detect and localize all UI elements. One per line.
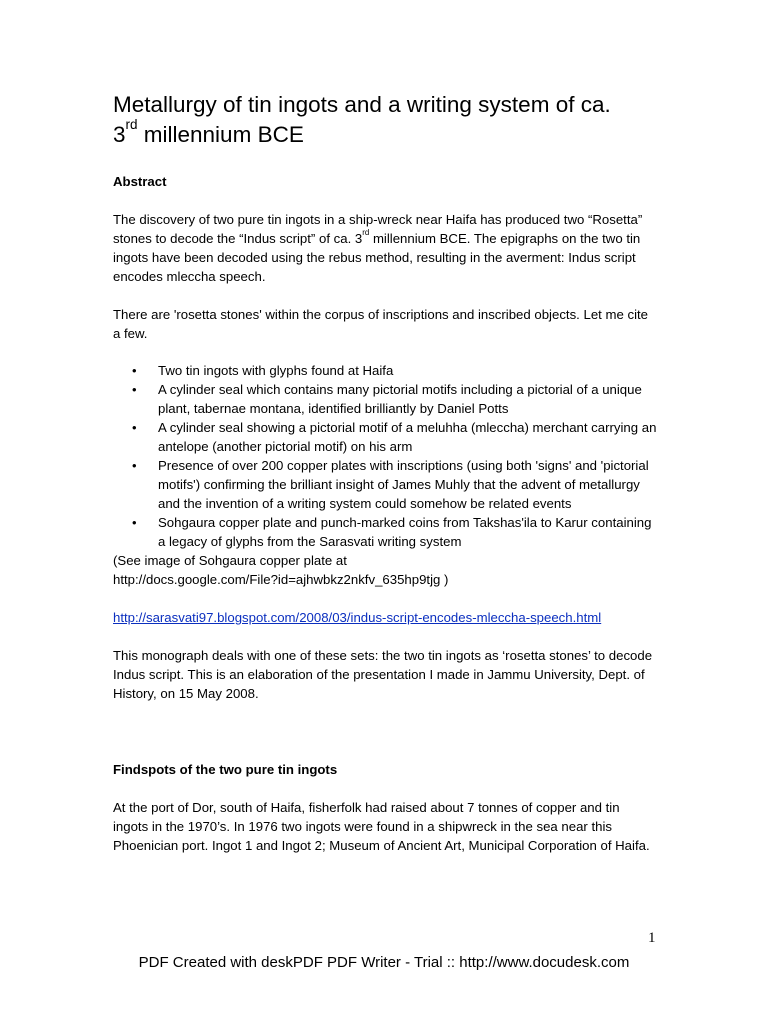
bullet-icon: • <box>132 382 137 397</box>
title-rest: millennium BCE <box>137 122 304 147</box>
see-note <box>113 551 658 589</box>
list-item <box>132 418 658 456</box>
findspots-paragraph: At the port of Dor, south of Haifa, fisherfolk had raised about 7 tonnes of copper and tin ingots in the 1970’s. In 1976 two ingots were found in a shipwreck in the sea near this Phoenician port. Ingot 1 and Ingot 2; Museum of Ancient Art, Municipal Corporation of Haifa. <box>113 800 650 853</box>
list-item <box>132 456 658 513</box>
see-note-line2: http://docs.google.com/File?id=ajhwbkz2nkfv_635hp9tjg ) <box>113 572 449 587</box>
list-item-text: Two tin ingots with glyphs found at Haifa <box>158 363 394 378</box>
bullet-icon: • <box>132 420 137 435</box>
title-superscript: rd <box>125 117 138 133</box>
abstract-text-part1: The discovery of two pure tin ingots in a ship-wreck near Haifa has produced two “Rosetta” stones to decode the “Indus script” of ca. 3 <box>113 212 643 246</box>
rosetta-intro-paragraph: There are 'rosetta stones' within the corpus of inscriptions and inscribed objects. Let me cite a few. <box>113 307 649 341</box>
list-item <box>132 513 658 551</box>
list-item <box>132 361 658 380</box>
abstract-paragraph <box>113 210 658 286</box>
page-number: 1 <box>648 930 656 946</box>
list-item-text: A cylinder seal which contains many pictorial motifs including a pictorial of a unique plant, tabernae montana, identified brilliantly by Daniel Potts <box>158 382 642 416</box>
page-content <box>113 90 658 855</box>
rosetta-list <box>113 361 658 551</box>
list-item <box>132 380 658 418</box>
bullet-icon: • <box>132 363 137 378</box>
abstract-heading: Abstract <box>113 174 167 189</box>
page-title <box>113 90 658 150</box>
title-num: 3 <box>113 122 126 147</box>
abstract-superscript: rd <box>362 228 370 238</box>
see-note-line1: (See image of Sohgaura copper plate at <box>113 553 347 568</box>
abstract-text-part2: millennium BCE. The epigraphs on the two tin ingots have been decoded using the rebus method, resulting in the averment: Indus script encodes mleccha speech. <box>113 231 641 284</box>
list-item-text: Presence of over 200 copper plates with inscriptions (using both 'signs' and 'pictorial motifs') confirming the brilliant insight of James Muhly that the advent of metallurgy and the invention of a writing system could somehow be related events <box>158 458 649 511</box>
list-item-text: Sohgaura copper plate and punch-marked coins from Takshas'ila to Karur containing a legacy of glyphs from the Sarasvati writing system <box>158 515 652 549</box>
monograph-paragraph: This monograph deals with one of these sets: the two tin ingots as ‘rosetta stones’ to decode Indus script. This is an elaboration of the presentation I made in Jammu University, Dept. of History, on 15 May 2008. <box>113 648 653 701</box>
pdf-footer: PDF Created with deskPDF PDF Writer - Trial :: http://www.docudesk.com <box>138 954 630 971</box>
title-line1: Metallurgy of tin ingots and a writing system of ca. <box>113 92 611 117</box>
bullet-icon: • <box>132 458 137 473</box>
bullet-icon: • <box>132 515 137 530</box>
blog-link[interactable]: http://sarasvati97.blogspot.com/2008/03/indus-script-encodes-mleccha-speech.html <box>113 610 602 625</box>
list-item-text: A cylinder seal showing a pictorial motif of a meluhha (mleccha) merchant carrying an antelope (another pictorial motif) on his arm <box>158 420 657 454</box>
findspots-heading: Findspots of the two pure tin ingots <box>113 762 338 777</box>
